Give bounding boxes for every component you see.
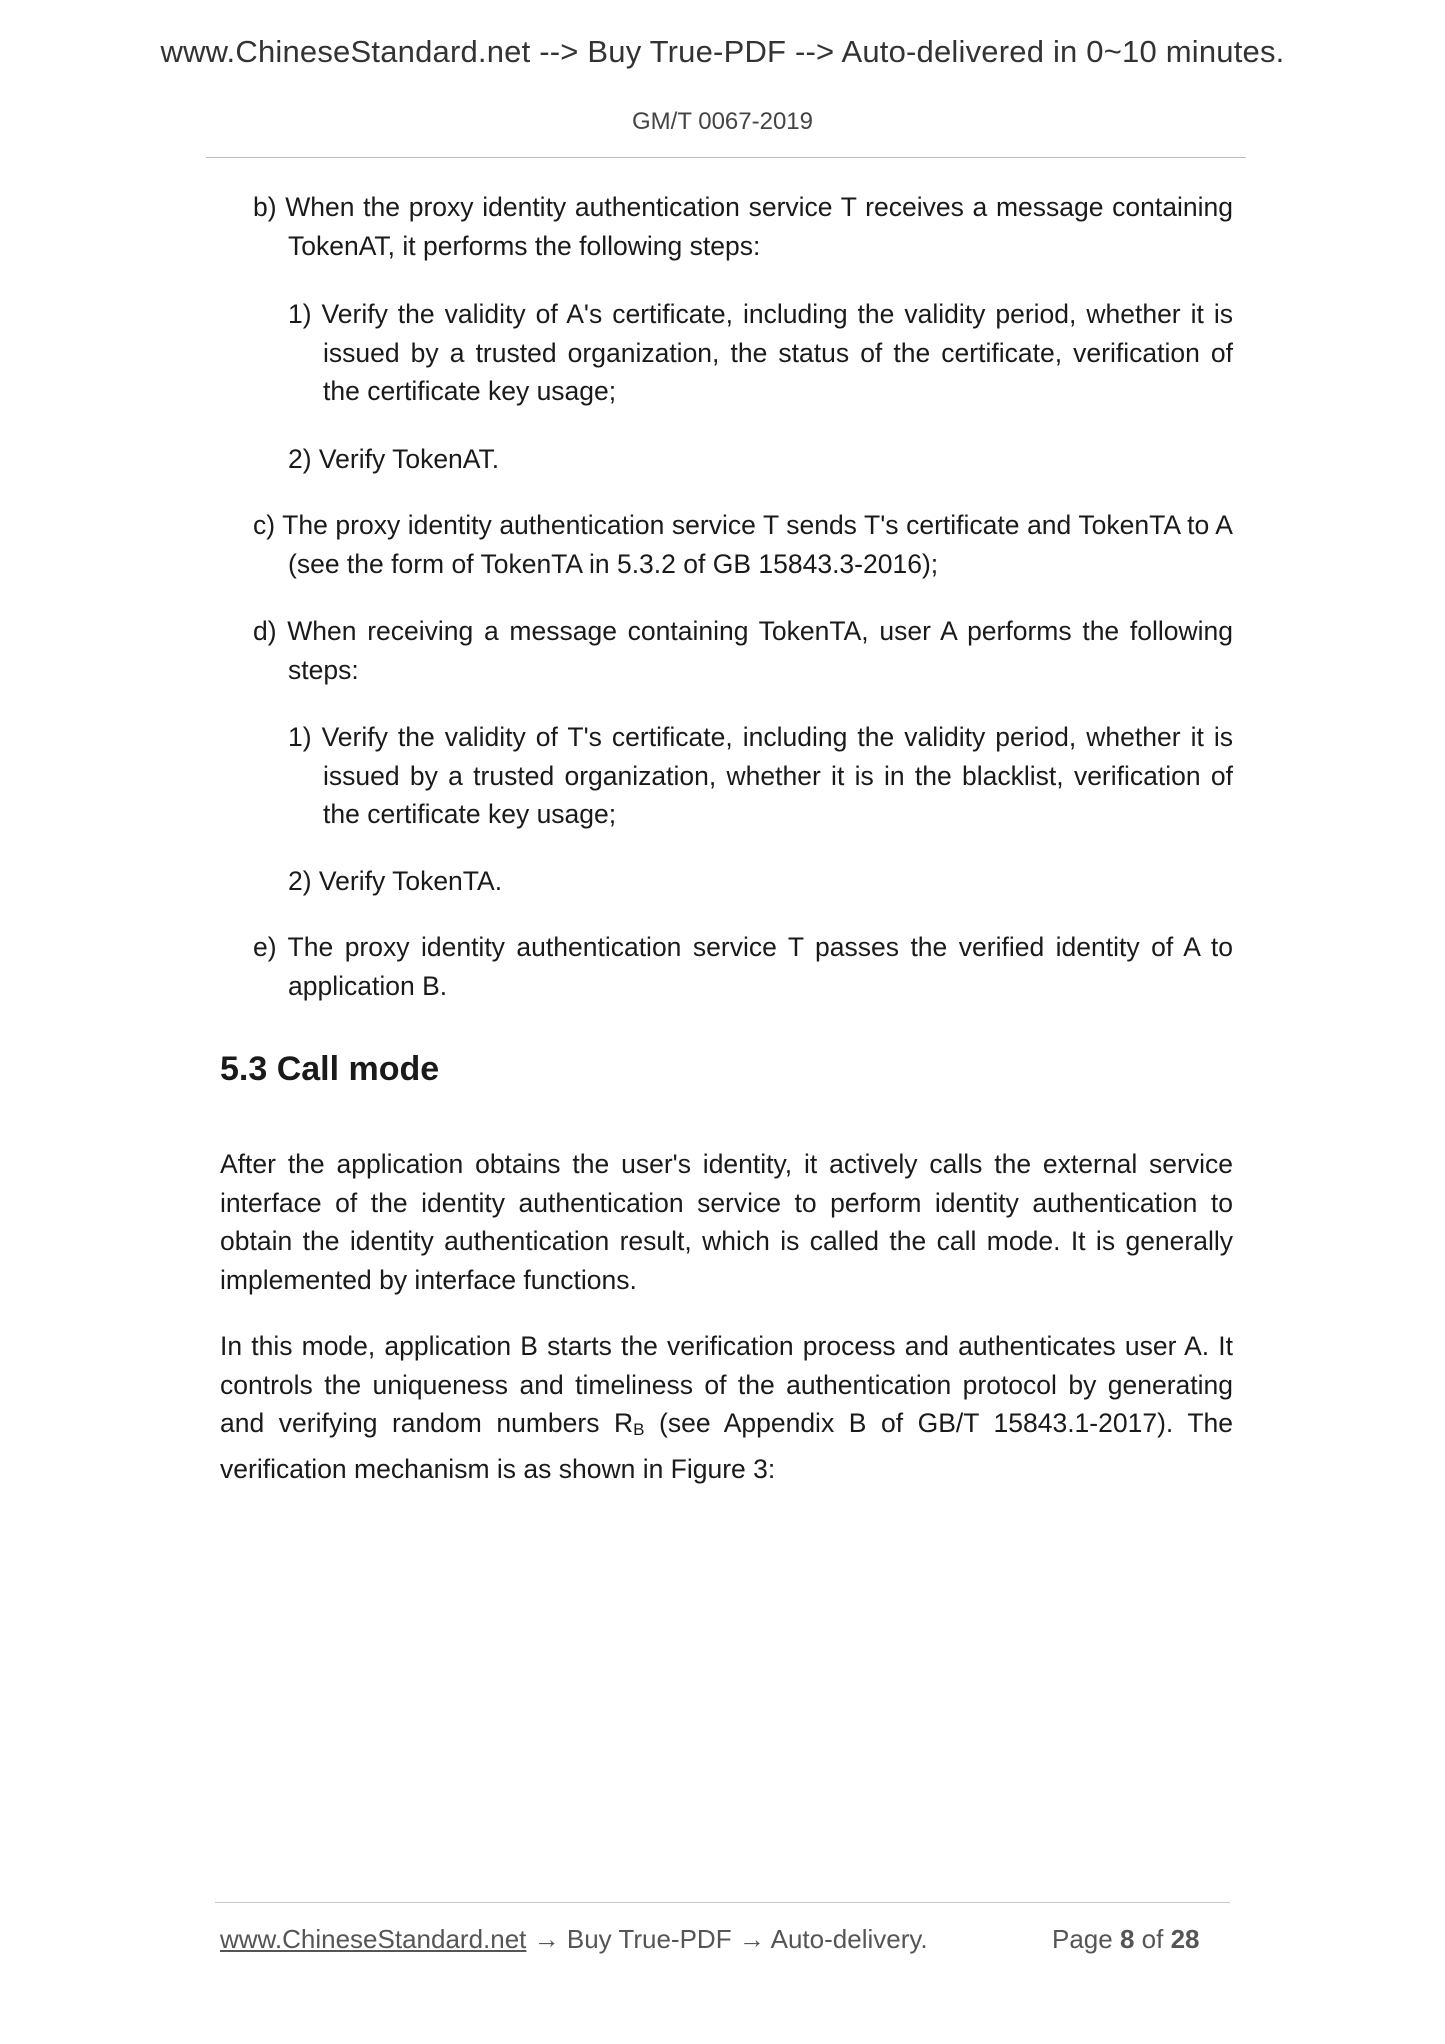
list-item-b: b) When the proxy identity authentication service T receives a message containing TokenAT, it performs the following steps: xyxy=(253,192,1233,261)
paragraph-text-end: (see Appendix B of GB/T 15843.1-2017). The verification mechanism is as shown in Figure 3: xyxy=(220,1408,1233,1484)
of-label: of xyxy=(1141,1924,1164,1954)
footer-links xyxy=(220,1924,928,1955)
subscript-b: B xyxy=(633,1420,645,1439)
page-label: Page xyxy=(1052,1924,1113,1954)
section-heading: 5.3 Call mode xyxy=(220,1050,440,1088)
paragraph-verification xyxy=(220,1327,1233,1488)
site-banner: www.ChineseStandard.net --> Buy True-PDF --> Auto-delivered in 0~10 minutes. xyxy=(160,34,1285,69)
list-item-c: c) The proxy identity authentication service T sends T's certificate and TokenTA to A (see the form of TokenTA in 5.3.2 of GB 15843.3-2016); xyxy=(253,510,1233,579)
footer-divider xyxy=(215,1902,1230,1903)
list-item-b-1: 1) Verify the validity of A's certificate, including the validity period, whether it is issued by a trusted organization, the status of the certificate, verification of the certificate key usage; xyxy=(288,299,1233,406)
list-item-d-2: 2) Verify TokenTA. xyxy=(288,866,503,896)
paragraph-text-start: In this mode, application B starts the verification process and authenticates user A. It controls the uniqueness and timeliness of the authentication protocol by generating and verifying random numbers R xyxy=(220,1331,1233,1438)
header-divider xyxy=(206,157,1246,158)
arrow-icon: → xyxy=(738,1924,765,1954)
list-item-e: e) The proxy identity authentication service T passes the verified identity of A to application B. xyxy=(253,932,1233,1001)
site-link[interactable]: www.ChineseStandard.net xyxy=(220,1924,527,1954)
page-number: 8 xyxy=(1119,1924,1135,1954)
arrow-icon: → xyxy=(533,1924,560,1954)
paragraph-call-mode: After the application obtains the user's identity, it actively calls the external service interface of the identity authentication service to perform identity authentication to obtain the identity authentication result, which is called the call mode. It is generally implemented by interface functions. xyxy=(220,1149,1233,1295)
list-item-d: d) When receiving a message containing TokenTA, user A performs the following steps: xyxy=(253,616,1233,685)
total-pages: 28 xyxy=(1170,1924,1200,1954)
delivery-text: Auto-delivery. xyxy=(770,1924,928,1954)
buy-text: Buy True-PDF xyxy=(566,1924,732,1954)
list-item-d-1: 1) Verify the validity of T's certificate, including the validity period, whether it is issued by a trusted organization, whether it is in the blacklist, verification of the certificate key usage; xyxy=(288,722,1233,829)
list-item-b-2: 2) Verify TokenAT. xyxy=(288,444,500,474)
document-code: GM/T 0067-2019 xyxy=(632,108,813,135)
page-indicator xyxy=(1052,1924,1200,1955)
